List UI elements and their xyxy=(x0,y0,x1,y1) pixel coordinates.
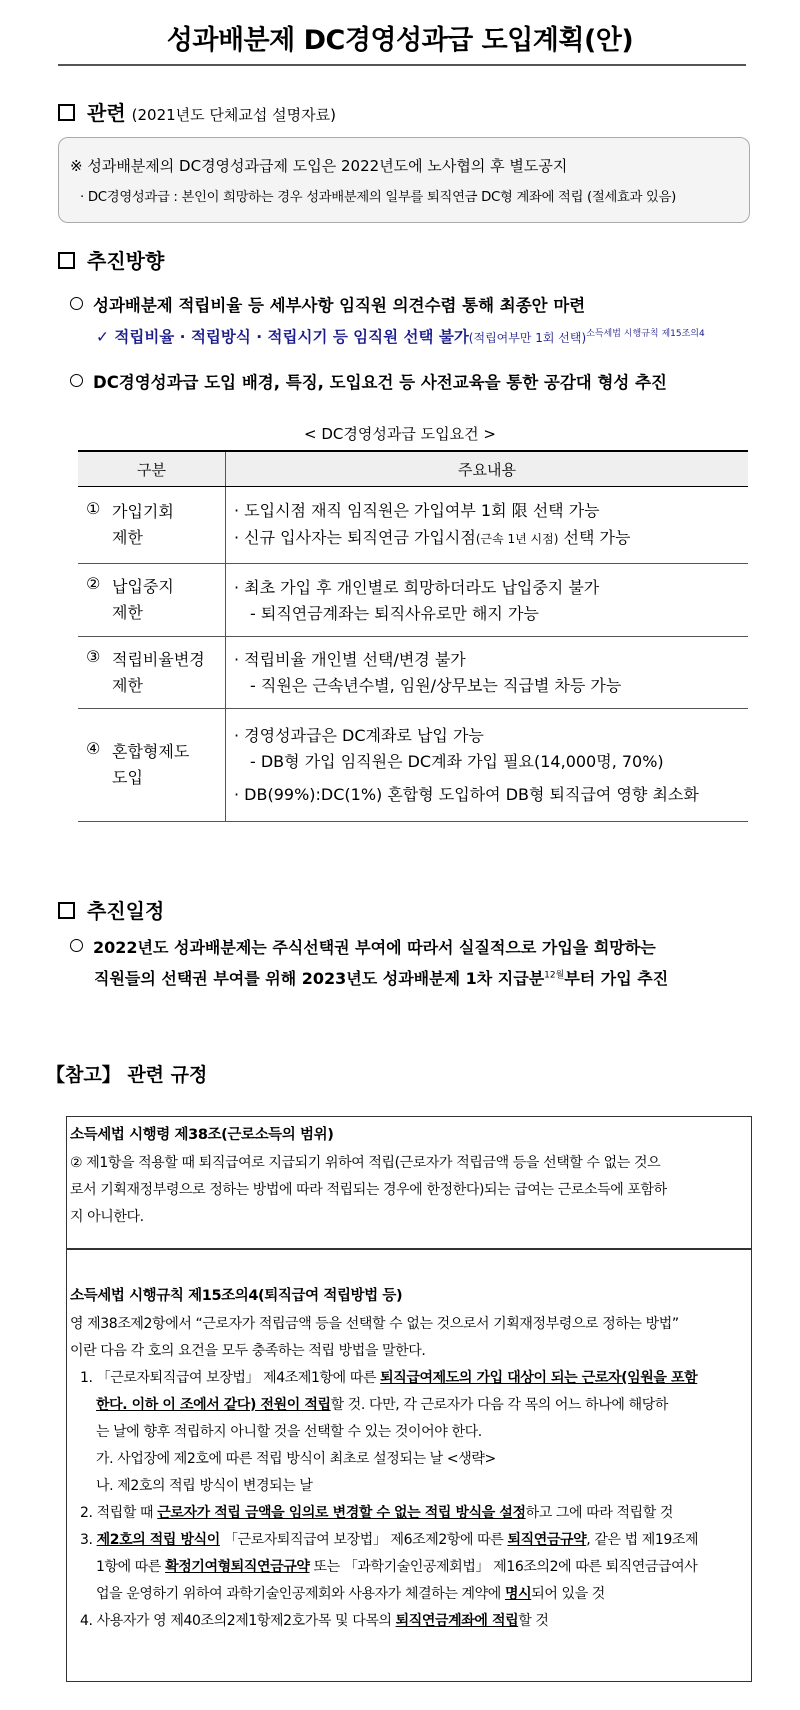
row-label-line2: 제한 xyxy=(112,675,143,695)
ref-box1-title: 소득세법 시행령 제38조(근로소득의 범위) xyxy=(70,1127,334,1143)
row-category xyxy=(78,487,226,564)
direction-item-2 xyxy=(70,369,667,393)
row-line-1: · 경영성과급은 DC계좌로 납입 가능 xyxy=(234,726,484,745)
ref-item-3-b: 「근로자퇴직급여 보장법」 제6조제2항에 따른 xyxy=(219,1532,508,1548)
ref-box1-line2: 로서 기획재정부령으로 정하는 방법에 따라 적립되는 경우에 한정한다)되는 급여는 근로소득에 포함하 xyxy=(70,1182,667,1198)
reference-divider xyxy=(66,1248,752,1250)
ref-box1-line3: 지 아니한다. xyxy=(70,1209,144,1225)
row-line-2b: 선택 가능 xyxy=(558,528,631,547)
ref-item-2 xyxy=(80,1500,673,1527)
row-label xyxy=(112,647,205,699)
row-label xyxy=(112,739,189,791)
schedule-sup: 12월 xyxy=(544,970,565,981)
row-label-line2: 제한 xyxy=(112,528,143,547)
schedule-line-1 xyxy=(70,935,656,958)
circle-bullet-icon xyxy=(70,374,83,387)
ref-item-1-underline-2: 한다. 이하 이 조에서 같다) 전원이 적립 xyxy=(96,1397,331,1413)
table-header-category: 구분 xyxy=(78,451,226,487)
section-related-title: 관련 xyxy=(87,101,126,125)
section-direction-heading xyxy=(58,245,164,274)
direction-item-2-text: DC경영성과급 도입 배경, 특징, 도입요건 등 사전교육을 통한 공감대 형성 추진 xyxy=(93,373,667,392)
ref-item-3-underline-2: 퇴직연금규약 xyxy=(507,1532,587,1548)
row-line-3: · DB(99%):DC(1%) 혼합형 도입하여 DB형 퇴직급여 영향 최소화 xyxy=(234,785,699,804)
ref-item-1-ga: 가. 사업장에 제2호에 따른 적립 방식이 최초로 설정되는 날 <생략> xyxy=(96,1451,496,1467)
section-schedule-heading xyxy=(58,895,164,924)
note-box xyxy=(58,137,750,223)
row-line-2: - 직원은 근속년수별, 임원/상무보는 직급별 차등 가능 xyxy=(250,676,622,695)
circle-bullet-icon xyxy=(70,939,83,952)
check-ref-text: 소득세법 시행규칙 제15조의4 xyxy=(586,328,705,339)
page-title: 성과배분제 DC경영성과급 도입계획(안) xyxy=(166,25,634,56)
reference-heading: 【참고】 관련 규정 xyxy=(46,1064,208,1086)
row-line-1: · 적립비율 개인별 선택/변경 불가 xyxy=(234,650,466,669)
row-label-line1: 가입기회 xyxy=(112,502,174,521)
ref-item-4 xyxy=(80,1608,549,1635)
row-content xyxy=(226,709,749,822)
row-category xyxy=(78,637,226,709)
row-content xyxy=(226,487,749,564)
note-line-1: ※ 성과배분제의 DC경영성과급제 도입은 2022년도에 노사협의 후 별도공지 xyxy=(70,157,568,175)
circle-bullet-icon xyxy=(70,297,83,310)
section-related-subtitle: (2021년도 단체교섭 설명자료) xyxy=(131,106,336,124)
check-paren-text: (적립여부만 1회 선택) xyxy=(468,331,587,345)
ref-item-3-a: 3. xyxy=(80,1532,97,1548)
row-number: ③ xyxy=(86,646,101,666)
ref-item-4-a: 4. 사용자가 영 제40조의2제1항제2호가목 및 다목의 xyxy=(80,1613,396,1629)
row-label-line1: 납입중지 xyxy=(112,577,174,596)
direction-item-1-text: 성과배분제 적립비율 등 세부사항 임직원 의견수렴 통해 최종안 마련 xyxy=(93,296,586,315)
ref-item-2-a: 2. 적립할 때 xyxy=(80,1505,158,1521)
square-bullet-icon xyxy=(58,252,75,269)
section-direction-title: 추진방향 xyxy=(87,249,165,273)
row-line-2 xyxy=(234,524,747,553)
ref-box1-line1: ② 제1항을 적용할 때 퇴직급여로 지급되기 위하여 적립(근로자가 적립금액 등을 선택할 수 없는 것으 xyxy=(70,1155,661,1171)
check-main-text: ✓ 적립비율 · 적립방식 · 적립시기 등 임직원 선택 불가 xyxy=(96,328,469,346)
table-header-content: 주요내용 xyxy=(226,451,749,487)
ref-item-1-cont xyxy=(96,1392,668,1419)
row-number: ④ xyxy=(86,739,101,758)
ref-item-3-underline-4: 명시 xyxy=(504,1586,532,1602)
square-bullet-icon xyxy=(58,902,75,919)
ref-item-3-cont2 xyxy=(96,1581,605,1608)
ref-item-3-cont xyxy=(96,1554,697,1581)
direction-item-1-check xyxy=(96,325,705,347)
ref-item-3-f: 업을 운영하기 위하여 과학기술인공제회와 사용자가 체결하는 계약에 xyxy=(96,1586,505,1602)
row-label-line2: 도입 xyxy=(112,768,143,787)
row-category xyxy=(78,709,226,822)
ref-item-1-c: 는 날에 향후 적립하지 아니할 것을 선택할 수 있는 것이어야 한다. xyxy=(96,1424,482,1440)
ref-item-3-underline-3: 확정기여형퇴직연금규약 xyxy=(165,1559,310,1575)
ref-item-4-b: 할 것 xyxy=(518,1613,549,1629)
row-line-2-small: (근속 1년 시점) xyxy=(475,532,559,546)
row-line-2: - DB형 가입 임직원은 DC계좌 가입 필요(14,000명, 70%) xyxy=(250,752,664,771)
schedule-line-2a: 직원들의 선택권 부여를 위해 2023년도 성과배분제 1차 지급분 xyxy=(94,969,545,988)
ref-item-2-underline: 근로자가 적립 금액을 임의로 변경할 수 없는 적립 방식을 설정 xyxy=(157,1505,526,1521)
row-label xyxy=(112,574,174,626)
ref-item-3-e: 또는 「과학기술인공제회법」 제16조의2에 따른 퇴직연금급여사 xyxy=(309,1559,698,1575)
ref-box2-line2: 이란 다음 각 호의 요건을 모두 충족하는 적립 방법을 말한다. xyxy=(70,1343,426,1359)
title-divider xyxy=(58,64,746,66)
ref-item-3 xyxy=(80,1527,698,1554)
note-line-2: · DC경영성과급 : 본인이 희망하는 경우 성과배분제의 일부를 퇴직연금 DC형 계좌에 적립 (절세효과 있음) xyxy=(80,190,677,205)
table-row xyxy=(78,637,748,709)
ref-item-3-c: , 같은 법 제19조제 xyxy=(586,1532,699,1548)
row-content xyxy=(226,564,749,637)
row-line-1: · 최초 가입 후 개인별로 희망하더라도 납입중지 불가 xyxy=(234,577,600,597)
row-line-2a: · 신규 입사자는 퇴직연금 가입시점 xyxy=(234,528,476,547)
section-schedule-title: 추진일정 xyxy=(87,899,165,923)
ref-item-3-underline-1: 제2호의 적립 방식이 xyxy=(96,1532,220,1548)
ref-item-3-g: 되어 있을 것 xyxy=(531,1586,605,1602)
table-header-row xyxy=(78,451,748,487)
row-line-1: · 도입시점 재직 임직원은 가입여부 1회 限 선택 가능 xyxy=(234,501,600,520)
table-row xyxy=(78,487,748,564)
row-label-line1: 적립비율변경 xyxy=(112,649,205,669)
requirements-table xyxy=(78,450,748,822)
row-label xyxy=(112,499,174,551)
row-number: ② xyxy=(86,574,101,593)
ref-item-1 xyxy=(80,1365,697,1392)
ref-item-1-b: 할 것. 다만, 각 근로자가 다음 각 목의 어느 하나에 해당하 xyxy=(330,1397,668,1413)
ref-item-3-d: 1항에 따른 xyxy=(96,1559,166,1575)
table-row xyxy=(78,564,748,637)
square-bullet-icon xyxy=(58,104,75,121)
ref-item-2-b: 하고 그에 따라 적립할 것 xyxy=(525,1505,674,1521)
schedule-line-1-text: 2022년도 성과배분제는 주식선택권 부여에 따라서 실질적으로 가입을 희망하는 xyxy=(93,938,656,957)
row-category xyxy=(78,564,226,637)
row-number: ① xyxy=(86,499,101,518)
ref-item-4-underline: 퇴직연금계좌에 적립 xyxy=(395,1613,519,1629)
direction-item-1 xyxy=(70,292,585,316)
ref-box2-line1: 영 제38조제2항에서 “근로자가 적립금액 등을 선택할 수 없는 것으로서 기획재정부령으로 정하는 방법” xyxy=(70,1316,679,1332)
row-content xyxy=(226,637,749,709)
ref-item-1-na: 나. 제2호의 적립 방식이 변경되는 날 xyxy=(96,1478,313,1494)
ref-item-1-underline-1: 퇴직급여제도의 가입 대상이 되는 근로자(임원을 포함 xyxy=(380,1370,698,1386)
row-label-line1: 혼합형제도 xyxy=(112,742,190,761)
section-related-heading xyxy=(58,97,336,126)
ref-item-1-a: 1. 「근로자퇴직급여 보장법」 제4조제1항에 따른 xyxy=(80,1370,381,1386)
row-line-2: - 퇴직연금계좌는 퇴직사유로만 해지 가능 xyxy=(250,603,539,623)
schedule-line-2 xyxy=(94,966,668,989)
table-caption: < DC경영성과급 도입요건 > xyxy=(304,425,496,443)
table-row xyxy=(78,709,748,822)
ref-box2-title: 소득세법 시행규칙 제15조의4(퇴직급여 적립방법 등) xyxy=(70,1288,403,1304)
schedule-line-2b: 부터 가입 추진 xyxy=(564,969,669,988)
row-label-line2: 제한 xyxy=(112,603,143,622)
